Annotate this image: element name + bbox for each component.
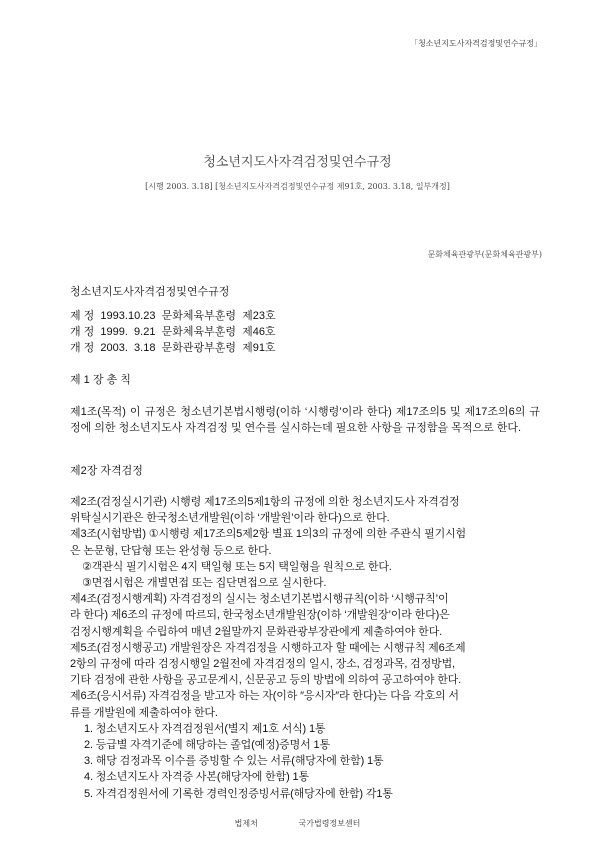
chapter-2-heading: 제2장 자격검정	[70, 465, 143, 477]
article-3-line: 제3조(시험방법) ①시행령 제17조의5제2항 별표 1의3의 규정에 의한 주관식 필기시험	[70, 528, 467, 541]
article-1: 제1조(목적) 이 규정은 청소년기본법시행령(이하 ‘시행령’이라 한다) 제17조의5 및 제17조의6의 규정에 의한 청소년지도사 자격검정 및 연수를 실시하는데 필요한 사항을 규정함을 목적으로 한다.	[70, 406, 540, 435]
document-subtitle: [시행 2003. 3.18] [청소년지도사자격검정및연수규정 제91호, 2003. 3.18, 일부개정]	[145, 182, 450, 191]
articles-body	[70, 494, 545, 802]
history-line-enacted: 제 정 1993.10.23 문화체육부훈령 제23호	[70, 310, 276, 322]
revision-history	[70, 308, 276, 357]
regulation-name: 청소년지도사자격검정및연수규정	[70, 286, 230, 298]
article-6-item: 3. 해당 검정과목 이수를 증빙할 수 있는 서류(해당자에 한함) 1통	[84, 755, 384, 768]
article-6-item: 2. 등급별 자격기준에 해당하는 졸업(예정)증명서 1통	[84, 739, 330, 752]
article-6-line: 류를 개발원에 제출하여야 한다.	[70, 706, 218, 719]
ministry-label: 문화체육관광부(문화체육관광부)	[427, 250, 542, 259]
article-5-line: 기타 검정에 관한 사항을 공고문게시, 신문공고 등의 방법에 의하여 공고하여야 한다.	[70, 674, 462, 687]
article-3-clause: ②객관식 필기시험은 4지 택일형 또는 5지 택일형을 원칙으로 한다.	[82, 560, 392, 573]
article-5-line: 2항의 규정에 따라 검정시행일 2월전에 자격검정의 일시, 장소, 검정과목, 검정방법,	[70, 658, 455, 671]
article-2-line: 위탁실시기관은 한국청소년개발원(이하 ‘개발원’이라 한다)으로 한다.	[70, 512, 390, 525]
document-title: 청소년지도사자격검정및연수규정	[203, 155, 392, 170]
page-footer: 법제처 국가법령정보센터	[234, 819, 361, 828]
history-line-revised-2: 개 정 2003. 3.18 문화관광부훈령 제91호	[70, 342, 276, 355]
history-line-revised-1: 개 정 1999. 9.21 문화체육부훈령 제46호	[70, 326, 276, 339]
header-tag: 「청소년지도사자격검정및연수규정」	[410, 39, 542, 48]
article-4-line: 검정시행계획을 수립하여 매년 2월말까지 문화관광부장관에게 제출하여야 한다.	[70, 625, 443, 638]
article-4-line: 제4조(검정시행계획) 자격검정의 실시는 청소년기본법시행규칙(이하 ‘시행규칙’이	[70, 593, 449, 606]
article-6-item: 1. 청소년지도사 자격검정원서(별지 제1호 서식) 1통	[84, 722, 326, 735]
article-4-line: 라 한다) 제6조의 규정에 따르되, 한국청소년개발원장(이하 ‘개발원장’이라 한다)은	[70, 609, 450, 622]
article-5-line: 제5조(검정시행공고) 개발원장은 자격검정을 시행하고자 할 때에는 시행규칙 제6조제	[70, 641, 466, 654]
article-2-line: 제2조(검정실시기관) 시행령 제17조의5제1항의 규정에 의한 청소년지도사 자격검정	[70, 496, 460, 508]
article-3-clause: ③면접시험은 개별면접 또는 집단면접으로 실시한다.	[82, 577, 327, 590]
article-6-item: 4. 청소년지도사 자격증 사본(해당자에 한함) 1통	[84, 771, 309, 784]
chapter-1-heading: 제 1 장 총 칙	[70, 374, 131, 386]
article-6-line: 제6조(응시서류) 자격검정을 받고자 하는 자(이하 ″응시자″라 한다)는 다음 각호의 서	[70, 690, 459, 703]
article-3-line: 은 논문형, 단답형 또는 완성형 등으로 한다.	[70, 544, 272, 557]
article-6-item: 5. 자격검정원서에 기록한 경력인정증빙서류(해당자에 한함) 각1통	[84, 787, 393, 800]
